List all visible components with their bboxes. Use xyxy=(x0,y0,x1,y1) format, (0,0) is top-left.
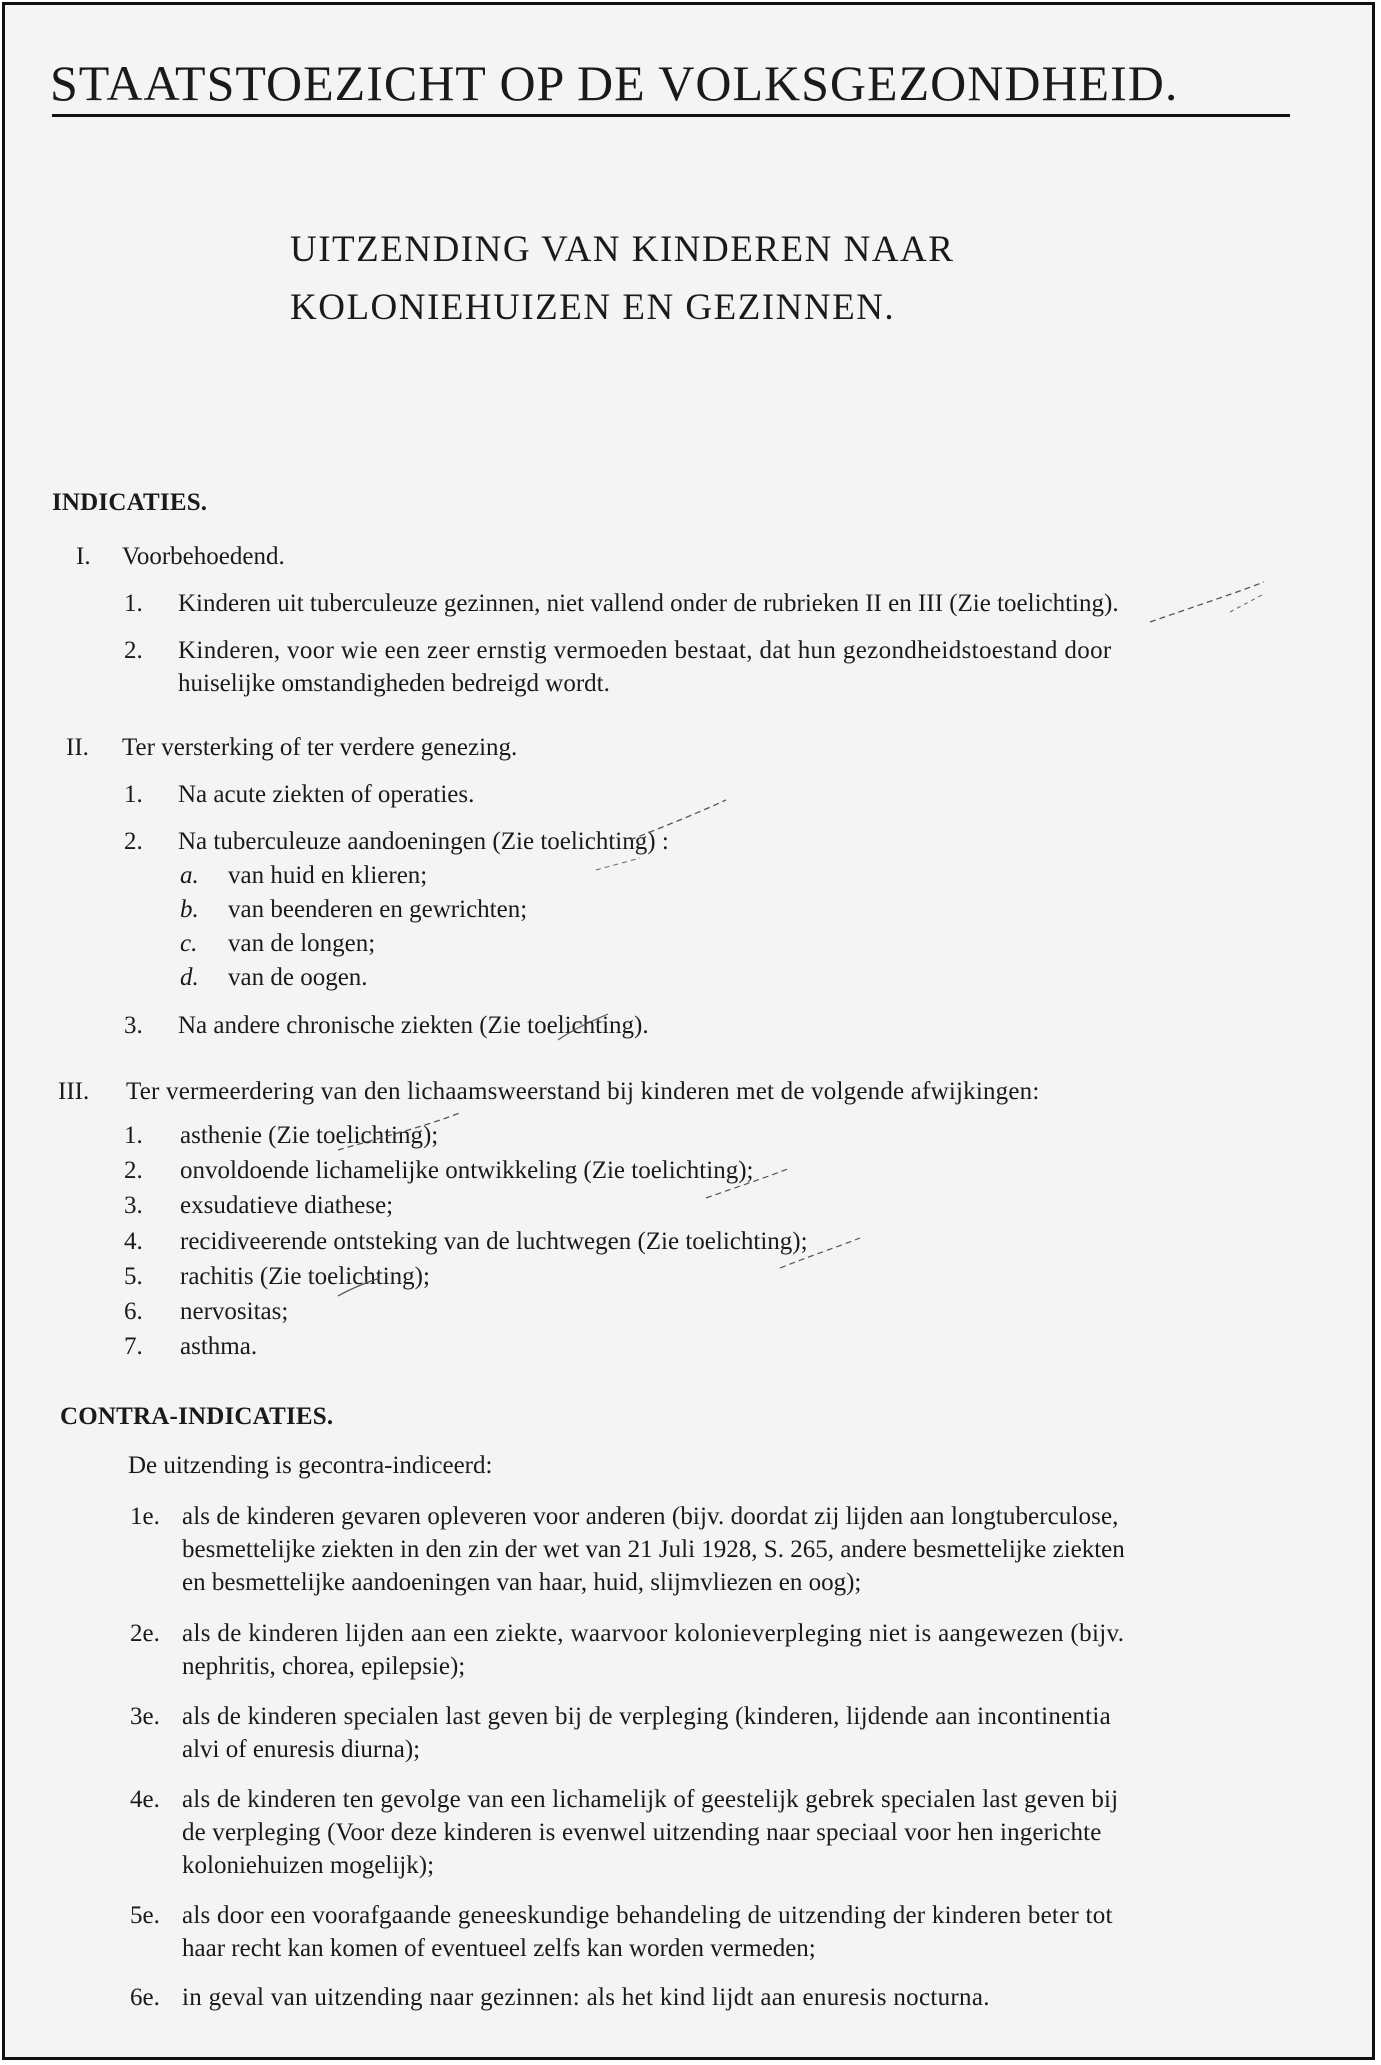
section-2-subitem-b-letter: b. xyxy=(180,896,199,923)
contra-item-1-number: 1e. xyxy=(130,1503,160,1530)
subtitle-line-1: UITZENDING VAN KINDEREN NAAR xyxy=(290,229,955,270)
section-2-item-2-text: Na tuberculeuze aandoeningen (Zie toelichting) : xyxy=(178,828,669,855)
contra-item-2-line-1: als de kinderen lijden aan een ziekte, waarvoor kolonieverpleging niet is aangewezen (bijv. xyxy=(182,1620,1125,1647)
section-3-item-7-text: asthma. xyxy=(180,1333,258,1360)
section-2-subitem-a-letter: a. xyxy=(180,862,199,889)
section-3-item-2-number: 2. xyxy=(124,1157,143,1184)
section-3-item-5-number: 5. xyxy=(124,1263,143,1290)
contra-item-6-number: 6e. xyxy=(130,1984,160,2011)
section-3-item-4-text: recidiveerende ontsteking van de luchtwegen (Zie toelichting); xyxy=(180,1228,808,1255)
contra-item-4-number: 4e. xyxy=(130,1786,160,1813)
section-2-item-2-number: 2. xyxy=(124,828,143,855)
section-1-item-2-number: 2. xyxy=(124,637,143,664)
contra-item-2-number: 2e. xyxy=(130,1620,160,1647)
section-2-subitem-a-text: van huid en klieren; xyxy=(228,862,428,889)
section-3-item-4-number: 4. xyxy=(124,1228,143,1255)
section-2-subitem-b-text: van beenderen en gewrichten; xyxy=(228,896,528,923)
section-1-item-2-line-1: Kinderen, voor wie een zeer ernstig vermoeden bestaat, dat hun gezondheidstoestand door xyxy=(178,637,1112,664)
section-2-item-3-number: 3. xyxy=(124,1012,143,1039)
section-1-label: Voorbehoedend. xyxy=(122,543,285,570)
indicaties-heading: INDICATIES. xyxy=(52,489,208,516)
section-3-label: Ter vermeerdering van den lichaamsweerstand bij kinderen met de volgende afwijkingen: xyxy=(126,1078,1040,1105)
section-2-subitem-d-text: van de oogen. xyxy=(228,964,368,991)
section-2-subitem-c-text: van de longen; xyxy=(228,930,376,957)
contra-item-4-line-1: als de kinderen ten gevolge van een lichamelijk of geestelijk gebrek specialen last geven bij xyxy=(182,1786,1119,1813)
contra-indicaties-heading: CONTRA-INDICATIES. xyxy=(60,1403,334,1430)
contra-item-1-line-3: en besmettelijke aandoeningen van haar, huid, slijmvliezen en oog); xyxy=(182,1569,862,1596)
section-1-numeral: I. xyxy=(76,543,91,570)
section-1-item-1-text: Kinderen uit tuberculeuze gezinnen, niet vallend onder de rubrieken II en III (Zie toelichting). xyxy=(178,590,1119,617)
contra-item-1-line-2: besmettelijke ziekten in den zin der wet van 21 Juli 1928, S. 265, andere besmettelijke ziekten xyxy=(182,1536,1125,1563)
section-1-item-2-line-2: huiselijke omstandigheden bedreigd wordt. xyxy=(178,670,610,697)
contra-item-1-line-1: als de kinderen gevaren opleveren voor anderen (bijv. doordat zij lijden aan longtuberculose, xyxy=(182,1503,1119,1530)
section-2-subitem-d-letter: d. xyxy=(180,964,199,991)
contra-item-3-line-1: als de kinderen specialen last geven bij de verpleging (kinderen, lijdende aan incontinentia xyxy=(182,1703,1111,1730)
contra-item-5-line-2: haar recht kan komen of eventueel zelfs kan worden vermeden; xyxy=(182,1935,816,1962)
contra-item-4-line-3: koloniehuizen mogelijk); xyxy=(182,1852,435,1879)
section-2-item-1-text: Na acute ziekten of operaties. xyxy=(178,781,475,808)
section-3-item-7-number: 7. xyxy=(124,1333,143,1360)
section-2-numeral: II. xyxy=(66,734,89,761)
section-2-subitem-c-letter: c. xyxy=(180,930,198,957)
section-2-item-1-number: 1. xyxy=(124,781,143,808)
contra-item-6-line-1: in geval van uitzending naar gezinnen: als het kind lijdt aan enuresis nocturna. xyxy=(182,1984,990,2011)
section-3-item-6-number: 6. xyxy=(124,1298,143,1325)
contra-item-4-line-2: de verpleging (Voor deze kinderen is evenwel uitzending naar speciaal voor hen ingerichte xyxy=(182,1819,1102,1846)
contra-intro: De uitzending is gecontra-indiceerd: xyxy=(128,1452,493,1479)
subtitle-line-2: KOLONIEHUIZEN EN GEZINNEN. xyxy=(290,287,896,328)
contra-item-5-number: 5e. xyxy=(130,1902,160,1929)
section-3-item-3-text: exsudatieve diathese; xyxy=(180,1192,394,1219)
page-title: STAATSTOEZICHT OP DE VOLKSGEZONDHEID. xyxy=(50,55,1179,111)
section-1-item-1-number: 1. xyxy=(124,590,143,617)
section-3-item-1-text: asthenie (Zie toelichting); xyxy=(180,1122,439,1149)
section-3-item-3-number: 3. xyxy=(124,1192,143,1219)
contra-item-2-line-2: nephritis, chorea, epilepsie); xyxy=(182,1653,466,1680)
contra-item-5-line-1: als door een voorafgaande geneeskundige behandeling de uitzending der kinderen beter tot xyxy=(182,1902,1113,1929)
section-3-item-2-text: onvoldoende lichamelijke ontwikkeling (Zie toelichting); xyxy=(180,1157,754,1184)
section-3-item-5-text: rachitis (Zie toelichting); xyxy=(180,1263,430,1290)
section-3-item-6-text: nervositas; xyxy=(180,1298,289,1325)
section-3-numeral: III. xyxy=(58,1078,90,1105)
contra-item-3-line-2: alvi of enuresis diurna); xyxy=(182,1736,421,1763)
section-3-item-1-number: 1. xyxy=(124,1122,143,1149)
section-2-item-3-text: Na andere chronische ziekten (Zie toelichting). xyxy=(178,1012,649,1039)
contra-item-3-number: 3e. xyxy=(130,1703,160,1730)
section-2-label: Ter versterking of ter verdere genezing. xyxy=(122,734,518,761)
